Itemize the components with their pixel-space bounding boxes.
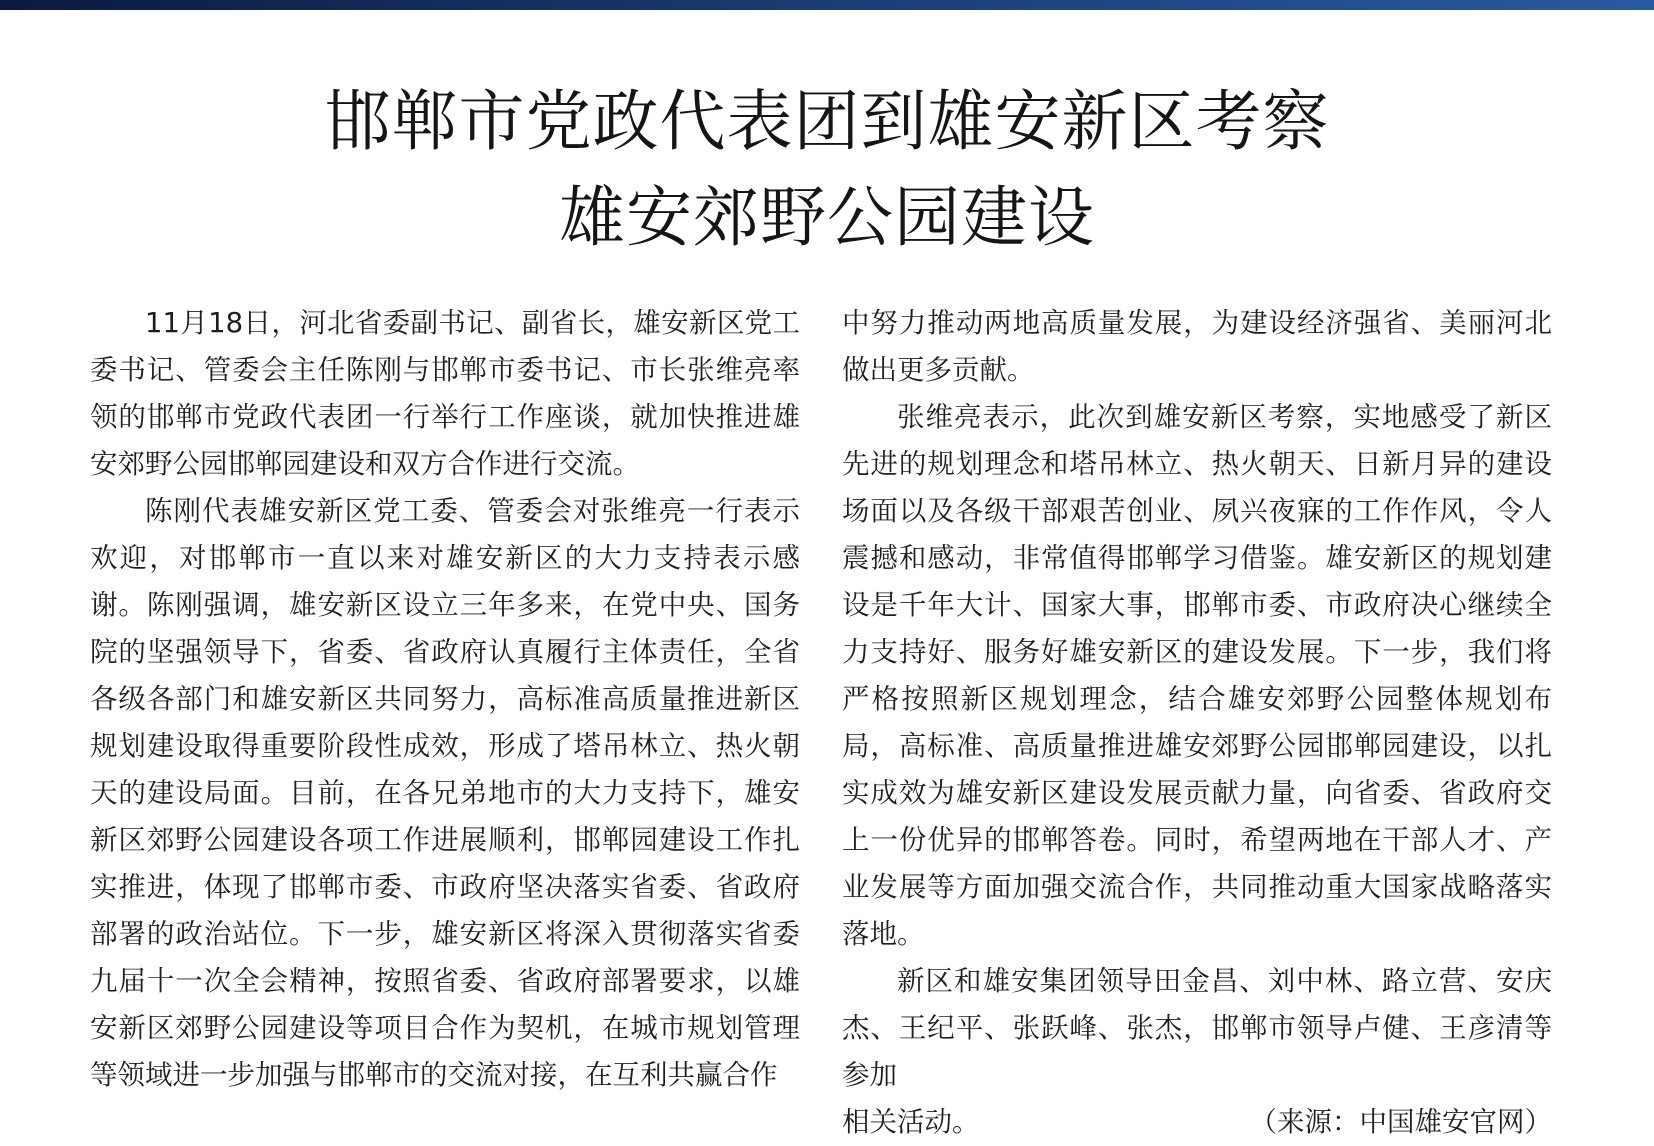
headline [0,74,1654,266]
headline-line-1: 邯郸市党政代表团到雄安新区考察 [324,83,1330,160]
paragraph-3: 张维亮表示，此次到雄安新区考察，实地感受了新区先进的规划理念和塔吊林立、热火朝天、日新月异的建设场面以及各级干部艰苦创业、夙兴夜寐的工作作风，令人震撼和感动，非常值得邯郸学习借鉴。雄安新区的规划建设是千年大计、国家大事，邯郸市委、市政府决心继续全力支持好、服务好雄安新区的建设发展。下一步，我们将严格按照新区规划理念，结合雄安郊野公园整体规划布局，高标准、高质量推进雄安郊野公园邯郸园建设，以扎实成效为雄安新区建设发展贡献力量，向省委、省政府交上一份优异的邯郸答卷。同时，希望两地在干部人才、产业发展等方面加强交流合作，共同推动重大国家战略落实落地。 [842,401,1552,950]
article-column-left [90,300,800,1099]
paragraph-2: 陈刚代表雄安新区党工委、管委会对张维亮一行表示欢迎，对邯郸市一直以来对雄安新区的大力支持表示感谢。陈刚强调，雄安新区设立三年多来，在党中央、国务院的坚强领导下，省委、省政府认真履行主体责任，全省各级各部门和雄安新区共同努力，高标准高质量推进新区规划建设取得重要阶段性成效，形成了塔吊林立、热火朝天的建设局面。目前，在各兄弟地市的大力支持下，雄安新区郊野公园建设各项工作进展顺利，邯郸园建设工作扎实推进，体现了邯郸市委、市政府坚决落实省委、省政府部署的政治站位。下一步，雄安新区将深入贯彻落实省委九届十一次全会精神，按照省委、省政府部署要求，以雄安新区郊野公园建设等项目合作为契机，在城市规划管理等领域进一步加强与邯郸市的交流对接，在互利共赢合作 [90,495,800,1091]
closing-line [842,1099,1552,1146]
paragraph-2-continued: 中努力推动两地高质量发展，为建设经济强省、美丽河北做出更多贡献。 [842,307,1552,386]
article-column-right [842,300,1552,1146]
paragraph-4-ending: 相关活动。 [842,1106,980,1138]
source-credit: （来源：中国雄安官网） [1249,1106,1552,1138]
headline-line-2: 雄安郊野公园建设 [559,179,1095,256]
paragraph-1: 11月18日，河北省委副书记、副省长，雄安新区党工委书记、管委会主任陈刚与邯郸市委书记、市长张维亮率领的邯郸市党政代表团一行举行工作座谈，就加快推进雄安郊野公园邯郸园建设和双方合作进行交流。 [90,307,800,480]
top-accent-bar [0,0,1654,10]
paragraph-4-text: 新区和雄安集团领导田金昌、刘中林、路立营、安庆杰、王纪平、张跃峰、张杰，邯郸市领导卢健、王彦清等参加 [842,965,1552,1091]
paragraph-4 [842,958,1552,1099]
